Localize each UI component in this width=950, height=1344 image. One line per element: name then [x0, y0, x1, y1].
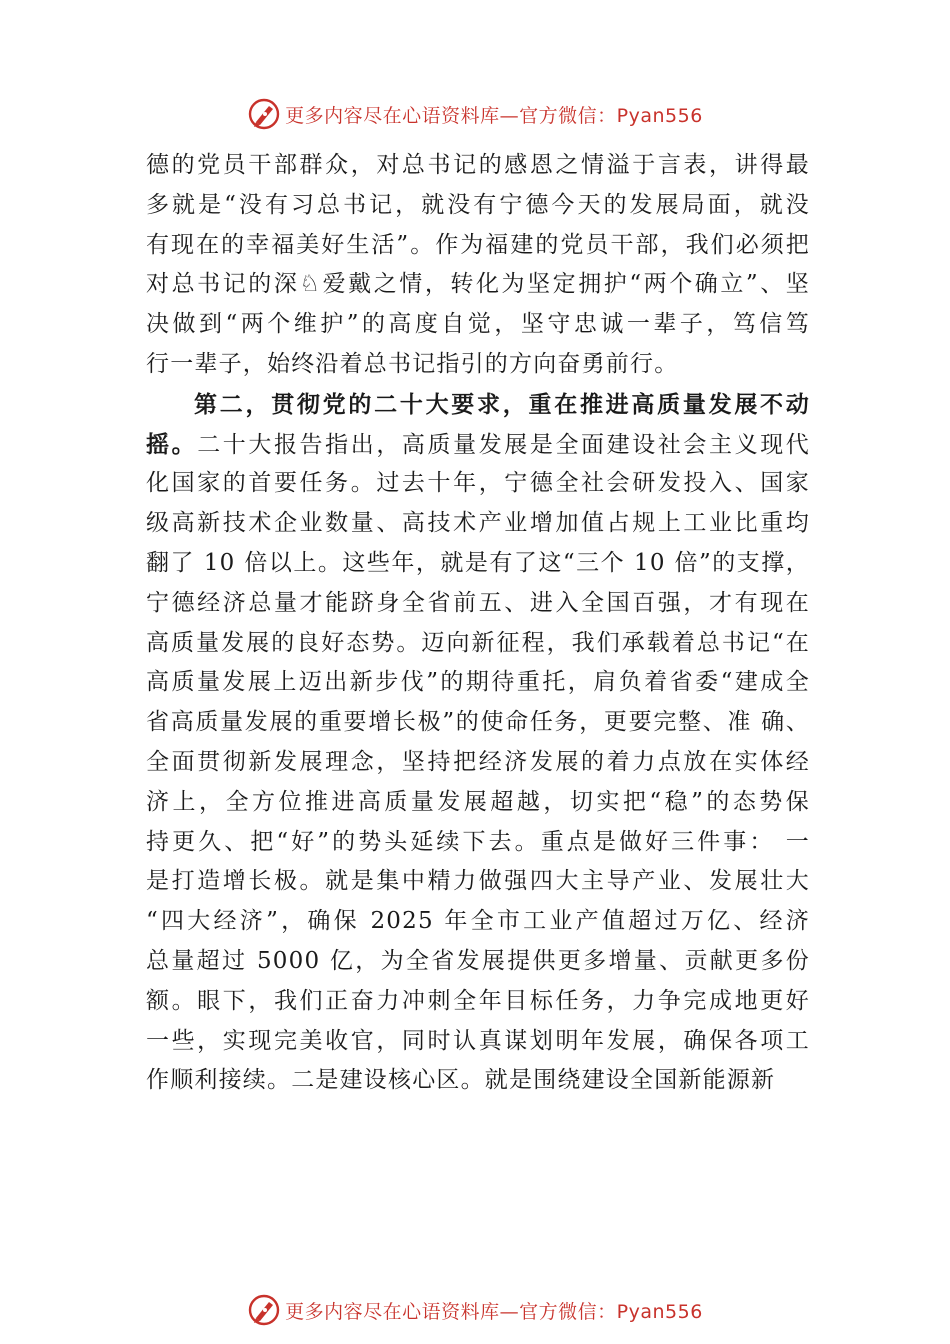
text-line: 持更久、把“好”的势头延续下去。重点是做好三件事： 一 [146, 828, 810, 855]
text-line: 总量超过 5000 亿，为全省发展提供更多增量、贡献更多份 [146, 947, 810, 974]
footer-banner [0, 1292, 950, 1328]
text-line: 有现在的幸福美好生活”。作为福建的党员干部，我们必须把 [146, 231, 810, 258]
text-line: 行一辈子，始终沿着总书记指引的方向奋勇前行。 [146, 350, 679, 377]
banner-text: 更多内容尽在心语资料库—官方微信：Pyan556 [285, 1300, 703, 1323]
text-line: 翻了 10 倍以上。这些年，就是有了这“三个 10 倍”的支撑， [146, 549, 810, 576]
text-line: 决做到“两个维护”的高度自觉，坚守忠诚一辈子，笃信笃 [146, 311, 810, 338]
pen-logo-icon [247, 1293, 281, 1327]
banner-text: 更多内容尽在心语资料库—官方微信：Pyan556 [285, 104, 703, 127]
text-line: 作顺利接续。二是建设核心区。就是围绕建设全国新能源新 [146, 1067, 776, 1094]
paragraph-2 [146, 385, 810, 1101]
text-line: 济上，全方位推进高质量发展超越，切实把“稳”的态势保 [146, 788, 810, 815]
section-heading: 第二，贯彻党的二十大要求，重在推进高质量发展不动 [194, 390, 810, 418]
text-line: 对总书记的深♘爱戴之情，转化为坚定拥护“两个确立”、坚 [146, 271, 810, 298]
text-line: 省高质量发展的重要增长极”的使命任务，更要完整、准 确、 [146, 709, 810, 736]
text-line: 高质量发展上迈出新步伐”的期待重托，肩负着省委“建成全 [146, 669, 810, 696]
text-line: 宁德经济总量才能跻身全省前五、进入全国百强，才有现在 [146, 589, 810, 616]
text-line: 高质量发展的良好态势。迈向新征程，我们承载着总书记“在 [146, 629, 810, 656]
text-line [146, 425, 810, 465]
header-banner [0, 96, 950, 132]
pen-logo-icon [247, 97, 281, 131]
document-body [146, 146, 810, 1101]
text-line: 化国家的首要任务。过去十年，宁德全社会研发投入、国家 [146, 470, 810, 497]
text-line: 一些，实现完美收官，同时认真谋划明年发展，确保各项工 [146, 1027, 810, 1054]
paragraph-1 [146, 146, 810, 385]
text-line: 级高新技术企业数量、高技术产业增加值占规上工业比重均 [146, 510, 810, 537]
section-heading-end: 摇。 [146, 430, 198, 458]
text-line: 德的党员干部群众，对总书记的感恩之情溢于言表，讲得最 [146, 152, 810, 178]
text-line: 全面贯彻新发展理念，坚持把经济发展的着力点放在实体经 [146, 748, 810, 775]
text-line: 多就是“没有习总书记，就没有宁德今天的发展局面，就没 [146, 191, 810, 218]
text-line: 是打造增长极。就是集中精力做强四大主导产业、发展壮大 [146, 868, 810, 895]
text-line: 额。眼下，我们正奋力冲刺全年目标任务，力争完成地更好 [146, 987, 810, 1014]
text-line: “四大经济”，确保 2025 年全市工业产值超过万亿、经济 [146, 908, 810, 935]
text-span: 二十大报告指出，高质量发展是全面建设社会主义现代 [197, 431, 810, 458]
